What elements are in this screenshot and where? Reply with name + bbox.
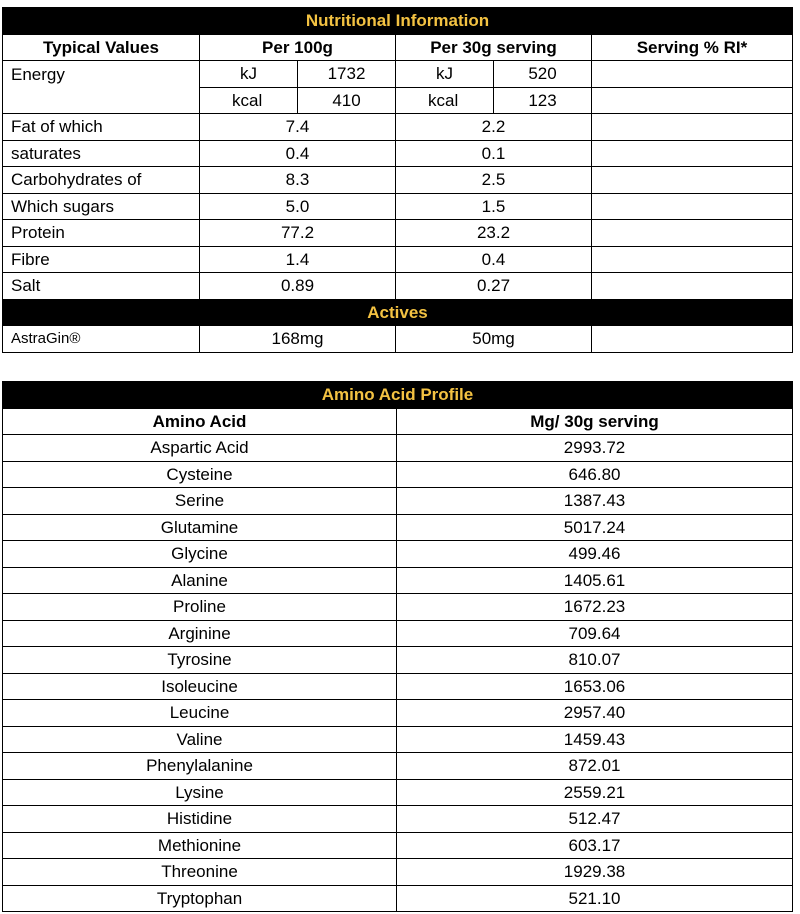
nutrient-per100: 1.4 (200, 246, 396, 273)
energy-kj-30: 520 (494, 61, 592, 88)
table-row (3, 779, 793, 806)
amino-acid-name: Lysine (3, 779, 397, 806)
nutrient-per30: 2.5 (396, 167, 592, 194)
energy-kj-100: 1732 (298, 61, 396, 88)
nutrient-per100: 77.2 (200, 220, 396, 247)
header-serving-ri: Serving % RI* (592, 34, 793, 61)
table-row (3, 246, 793, 273)
ri-cell (592, 114, 793, 141)
table-row (3, 167, 793, 194)
nutrient-label: Salt (3, 273, 200, 300)
energy-kcal-30: 123 (494, 87, 592, 114)
header-per-100g: Per 100g (200, 34, 396, 61)
nutrient-per100: 8.3 (200, 167, 396, 194)
nutrient-per30: 0.4 (396, 246, 592, 273)
amino-acid-name: Threonine (3, 859, 397, 886)
amino-acid-name: Proline (3, 594, 397, 621)
amino-acid-name: Aspartic Acid (3, 435, 397, 462)
amino-acid-name: Serine (3, 488, 397, 515)
energy-kcal-unit-100: kcal (200, 87, 298, 114)
amino-acid-value: 5017.24 (397, 514, 793, 541)
amino-acid-value: 872.01 (397, 753, 793, 780)
amino-acid-name: Methionine (3, 832, 397, 859)
amino-acid-name: Cysteine (3, 461, 397, 488)
table-row (3, 859, 793, 886)
amino-acid-value: 499.46 (397, 541, 793, 568)
amino-acid-name: Tryptophan (3, 885, 397, 912)
table-row (3, 220, 793, 247)
amino-acid-name: Isoleucine (3, 673, 397, 700)
header-typical-values: Typical Values (3, 34, 200, 61)
nutrient-per30: 1.5 (396, 193, 592, 220)
ri-cell (592, 193, 793, 220)
amino-acid-value: 1387.43 (397, 488, 793, 515)
nutrient-label: Protein (3, 220, 200, 247)
table-row (3, 514, 793, 541)
table-row (3, 885, 793, 912)
nutrition-title: Nutritional Information (3, 8, 793, 35)
table-row (3, 326, 793, 353)
header-per-30g: Per 30g serving (396, 34, 592, 61)
amino-acid-value: 646.80 (397, 461, 793, 488)
nutrient-label: Carbohydrates of (3, 167, 200, 194)
amino-acid-value: 2559.21 (397, 779, 793, 806)
table-row (3, 114, 793, 141)
table-row (3, 461, 793, 488)
table-row (3, 647, 793, 674)
amino-acid-name: Tyrosine (3, 647, 397, 674)
amino-acid-value: 1405.61 (397, 567, 793, 594)
nutrient-label: Fat of which (3, 114, 200, 141)
actives-title: Actives (3, 299, 793, 326)
table-row (3, 620, 793, 647)
amino-acid-value: 521.10 (397, 885, 793, 912)
energy-kcal-unit-30: kcal (396, 87, 494, 114)
amino-acid-name: Glycine (3, 541, 397, 568)
table-row (3, 193, 793, 220)
amino-acid-table (2, 381, 793, 912)
active-per30: 50mg (396, 326, 592, 353)
table-row (3, 488, 793, 515)
ri-cell (592, 61, 793, 88)
table-row (3, 700, 793, 727)
nutrient-per30: 2.2 (396, 114, 592, 141)
ri-cell (592, 246, 793, 273)
nutrient-label: saturates (3, 140, 200, 167)
amino-acid-value: 810.07 (397, 647, 793, 674)
nutrient-per100: 0.89 (200, 273, 396, 300)
amino-acid-name: Phenylalanine (3, 753, 397, 780)
nutrient-per30: 23.2 (396, 220, 592, 247)
table-row (3, 832, 793, 859)
nutrient-label: Which sugars (3, 193, 200, 220)
table-row (3, 726, 793, 753)
table-row (3, 140, 793, 167)
table-row (3, 753, 793, 780)
nutrient-per30: 0.1 (396, 140, 592, 167)
nutrient-per30: 0.27 (396, 273, 592, 300)
amino-acid-value: 1672.23 (397, 594, 793, 621)
amino-acid-name: Glutamine (3, 514, 397, 541)
table-row (3, 541, 793, 568)
energy-label: Energy (3, 61, 200, 114)
amino-acid-name: Histidine (3, 806, 397, 833)
amino-acid-value: 2993.72 (397, 435, 793, 462)
nutrient-per100: 7.4 (200, 114, 396, 141)
energy-kj-unit-30: kJ (396, 61, 494, 88)
amino-acid-value: 1653.06 (397, 673, 793, 700)
amino-acid-value: 1929.38 (397, 859, 793, 886)
amino-rows (3, 435, 793, 912)
amino-acid-name: Valine (3, 726, 397, 753)
active-label: AstraGin® (3, 326, 200, 353)
header-mg-per-serving: Mg/ 30g serving (397, 408, 793, 435)
energy-kcal-100: 410 (298, 87, 396, 114)
amino-acid-value: 512.47 (397, 806, 793, 833)
ri-cell (592, 273, 793, 300)
table-row (3, 673, 793, 700)
nutrient-per100: 5.0 (200, 193, 396, 220)
amino-acid-name: Alanine (3, 567, 397, 594)
table-row (3, 273, 793, 300)
amino-acid-value: 603.17 (397, 832, 793, 859)
ri-cell (592, 326, 793, 353)
amino-acid-value: 2957.40 (397, 700, 793, 727)
active-per100: 168mg (200, 326, 396, 353)
amino-acid-name: Leucine (3, 700, 397, 727)
nutrition-table (2, 7, 793, 353)
ri-cell (592, 140, 793, 167)
header-amino-acid: Amino Acid (3, 408, 397, 435)
ri-cell (592, 167, 793, 194)
amino-acid-value: 1459.43 (397, 726, 793, 753)
table-row (3, 594, 793, 621)
table-row (3, 435, 793, 462)
nutrient-label: Fibre (3, 246, 200, 273)
amino-acid-name: Arginine (3, 620, 397, 647)
ri-cell (592, 87, 793, 114)
amino-acid-value: 709.64 (397, 620, 793, 647)
table-row (3, 806, 793, 833)
table-row (3, 567, 793, 594)
amino-title: Amino Acid Profile (3, 382, 793, 409)
nutrient-per100: 0.4 (200, 140, 396, 167)
ri-cell (592, 220, 793, 247)
energy-kj-unit-100: kJ (200, 61, 298, 88)
